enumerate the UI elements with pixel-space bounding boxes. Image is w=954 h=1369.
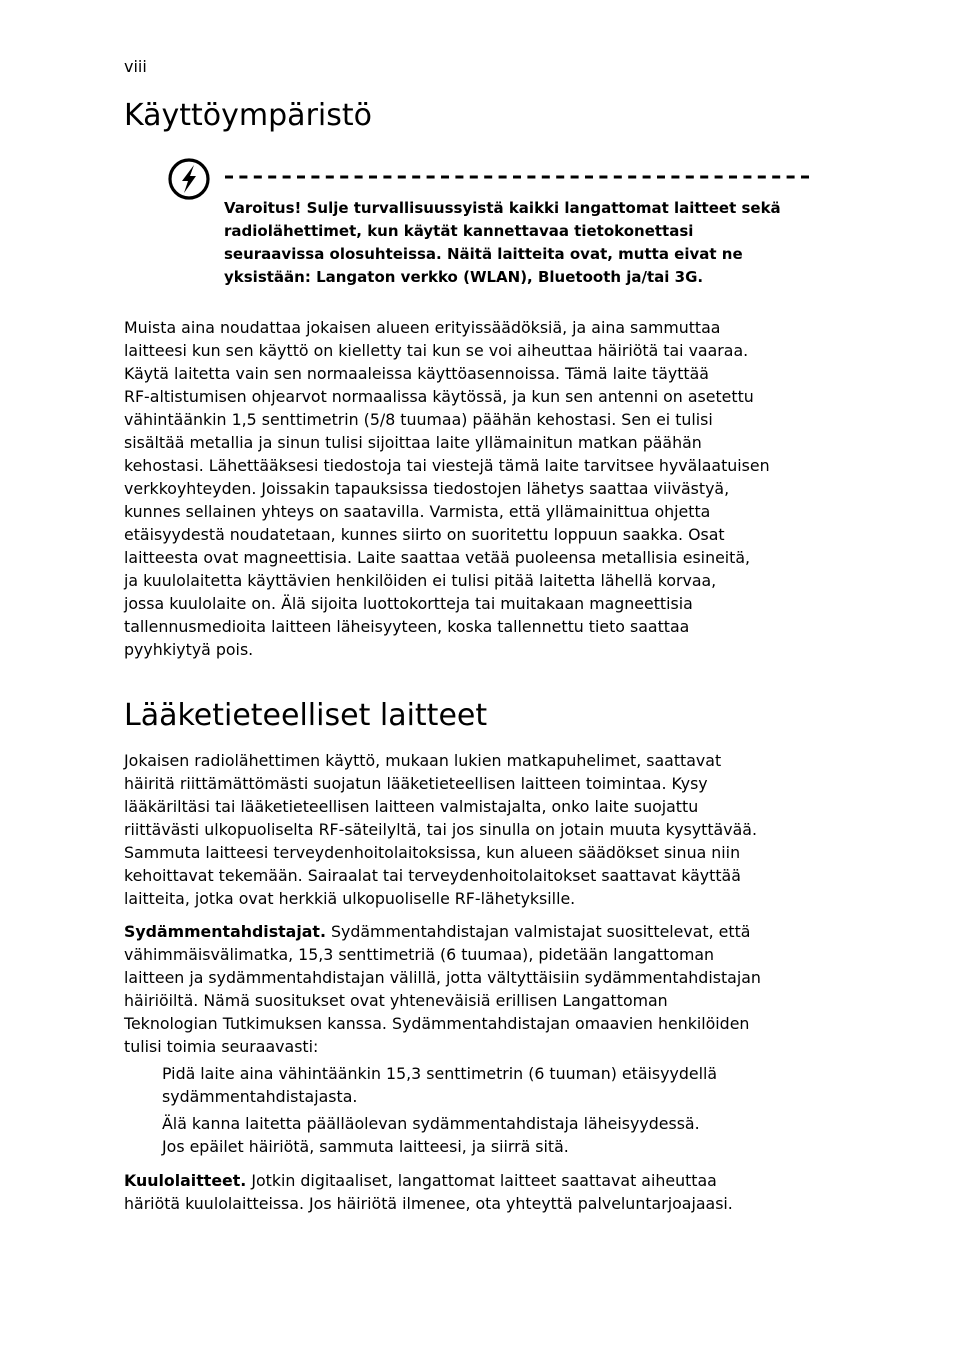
pacemaker-item-2: Älä kanna laitetta päälläolevan sydämmentahdistaja läheisyydessä.: [162, 1114, 700, 1133]
hearing-aids-paragraph: [124, 1169, 824, 1215]
section-title-medical-devices: Lääketieteelliset laitteet: [124, 698, 488, 733]
hearing-aids-text: Jotkin digitaaliset, langattomat laitteet saattavat aiheuttaa häriötä kuulolaitteissa. Jos häiriötä ilmenee, ota yhteyttä palveluntarjoajaasi.: [124, 1171, 733, 1213]
medical-intro-paragraph: Jokaisen radiolähettimen käyttö, mukaan lukien matkapuhelimet, saattavat häiritä riittämättömästi suojatun lääketieteellisen laitteen toimintaa. Kysy lääkäriltäsi tai lääketieteellisen laitteen valmistajalta, onko laite suojattu riittävästi ulkopuoliselta RF-säteilyltä, tai jos sinulla on jotain muuta kysyttävää. Sammuta laitteesi terveydenhoitolaitoksissa, kun alueen säädökset sinua niin kehoittavat tekemään. Sairaalat tai terveydenhoitolaitokset saattavat käyttää laitteita, jotka ovat herkkiä ulkopuoliselle RF-lähetyksille.: [124, 751, 757, 908]
warning-text: Varoitus! Sulje turvallisuussyistä kaikki langattomat laitteet sekä radiolähettimet, kun käytät kannettavaa tietokonettasi seuraavissa olosuhteissa. Näitä laitteita ovat, mutta eivat ne yksistään: Langaton verkko (WLAN), Bluetooth ja/tai 3G.: [224, 199, 781, 286]
section-title-environment: Käyttöympäristö: [124, 98, 372, 133]
pacemakers-label: Sydämmentahdistajat.: [124, 922, 326, 941]
environment-paragraph: Muista aina noudattaa jokaisen alueen erityissäädöksiä, ja aina sammuttaa laitteesi kun sen käyttö on kielletty tai kun se voi aiheuttaa häiriötä tai vaaraa. Käytä laitetta vain sen normaaleissa käyttöasennoissa. Tämä laite täyttää RF-altistumisen ohjearvot normaalissa käytössä, ja kun sen antenni on asetettu vähintäänkin 1,5 senttimetrin (5/8 tuumaa) päähän kehostasi. Sen ei tulisi sisältää metallia ja sinun tulisi sijoittaa laite yllämainitun matkan päähän kehostasi. Lähettääksesi tiedostoja tai viestejä tämä laite tarvitsee hyvälaatuisen verkkoyhteyden. Joissakin tapauksissa tiedostojen lähetys saattaa viivästyä, kunnes sellainen yhteys on saatavilla. Varmista, että yllämainittua ohjetta etäisyydestä noudatetaan, kunnes siirto on suoritettu loppuun saakka. Osat laitteesta ovat magneettisia. Laite saattaa vetää puoleensa metallisia esineitä, ja kuulolaitetta käyttävien henkilöiden ei tulisi pitää laitetta lähellä korvaa, jossa kuulolaite on. Älä sijoita luottokortteja tai muitakaan magneettisia tallennusmedioita laitteen läheisyyteen, koska tallennettu tieto saattaa pyyhkiytyä pois.: [124, 318, 770, 659]
pacemaker-item-3: Jos epäilet häiriötä, sammuta laitteesi, ja siirrä sitä.: [162, 1137, 569, 1156]
pacemakers-text: Sydämmentahdistajan valmistajat suosittelevat, että vähimmäisvälimatka, 15,3 senttimetriä (6 tuumaa), pidetään langattoman laitteen ja sydämmentahdistajan välillä, jotta vältyttäisiin sydämmentahdistajan häiriöiltä. Nämä suositukset ovat yhteneväisiä erillisen Langattoman Teknologian Tutkimuksen kanssa. Sydämmentahdistajan omaavien henkilöiden tulisi toimia seuraavasti:: [124, 922, 761, 1056]
pacemakers-paragraph: [124, 920, 824, 1058]
page-number: viii: [124, 57, 147, 76]
warning-dashed-rule: [225, 175, 809, 179]
lightning-warning-icon: [167, 157, 211, 201]
hearing-aids-label: Kuulolaitteet.: [124, 1171, 247, 1190]
pacemaker-item-1: Pidä laite aina vähintäänkin 15,3 senttimetrin (6 tuuman) etäisyydellä sydämmentahdistajasta.: [162, 1064, 718, 1106]
